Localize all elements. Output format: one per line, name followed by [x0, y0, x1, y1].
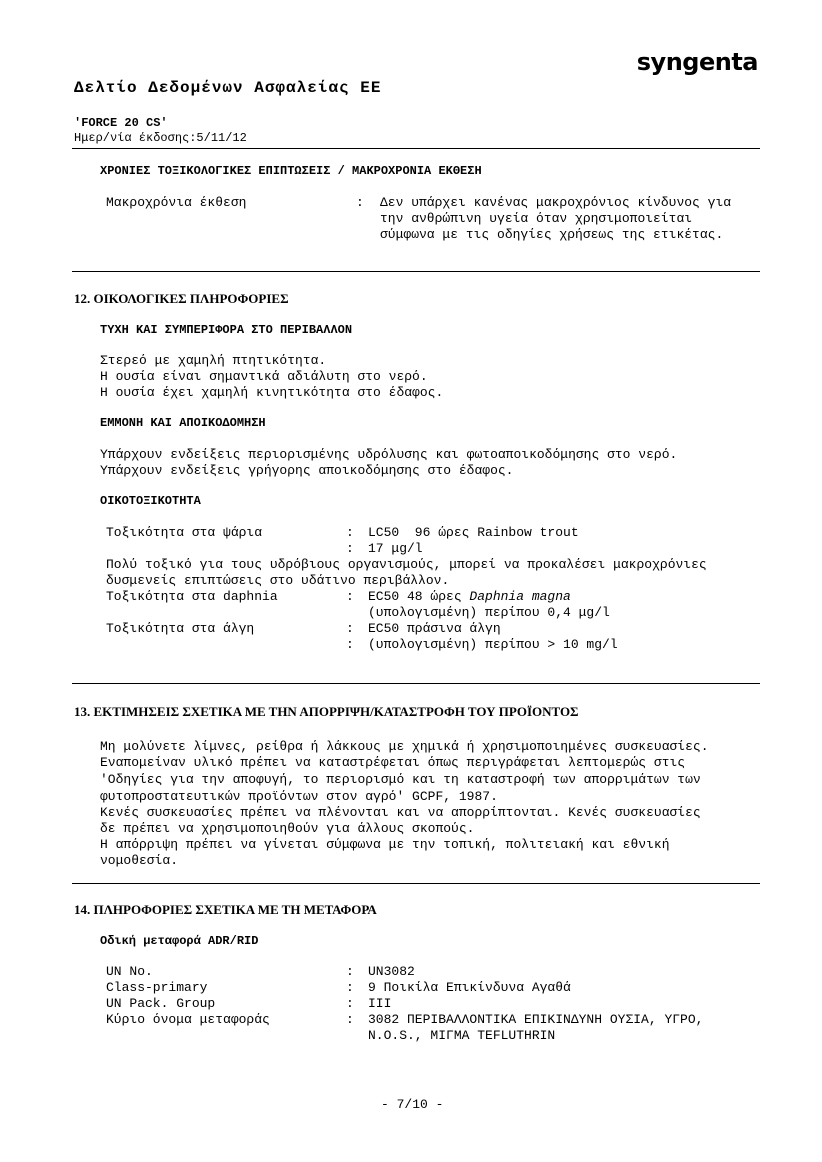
disposal-line-8: νομοθεσία. — [100, 853, 179, 868]
pack-group-label: UN Pack. Group — [106, 996, 216, 1011]
persistence-heading: ΕΜΜΟΝΗ ΚΑΙ ΑΠΟΙΚΟΔΟΜΗΣΗ — [100, 416, 266, 430]
syngenta-logo — [637, 48, 758, 76]
shipping-name-label: Κύριο όνομα μεταφοράς — [106, 1012, 270, 1027]
ecotox-heading: ΟΙΚΟΤΟΞΙΚΟΤΗΤΑ — [100, 494, 201, 508]
document-title: Δελτίο Δεδομένων Ασφαλείας ΕΕ — [74, 79, 382, 97]
divider — [72, 271, 760, 272]
class-primary-value: 9 Ποικίλα Επικίνδυνα Αγαθά — [368, 980, 571, 995]
daphnia-species: Daphnia magna — [469, 589, 571, 604]
fish-value-2: 17 μg/l — [368, 541, 423, 556]
long-term-value-1: Δεν υπάρχει κανένας μακροχρόνιος κίνδυνος για — [380, 195, 732, 210]
colon: : — [346, 621, 354, 636]
disposal-line-2: Εναπομείναν υλικό πρέπει να καταστρέφεται όπως περιγράφεται λεπτομερώς στις — [100, 755, 686, 770]
road-transport-heading: Οδική μεταφορά ADR/RID — [100, 934, 259, 948]
colon: : — [346, 589, 354, 604]
daphnia-value-prefix: EC50 48 ώρες — [368, 589, 470, 604]
disposal-line-1: Μη μολύνετε λίμνες, ρείθρα ή λάκκους με χημικά ή χρησιμοποιημένες συσκευασίες. — [100, 739, 709, 754]
divider — [72, 883, 760, 884]
daphnia-value-2: (υπολογισμένη) περίπου 0,4 μg/l — [368, 605, 610, 620]
fate-line-2: Η ουσία είναι σημαντικά αδιάλυτη στο νερό. — [100, 369, 428, 384]
section-12-title: 12. ΟΙΚΟΛΟΓΙΚΕΣ ΠΛΗΡΟΦΟΡΙΕΣ — [74, 291, 289, 306]
divider — [72, 683, 760, 684]
page-number: - 7/10 - — [381, 1097, 444, 1112]
product-name: 'FORCE 20 CS' — [74, 116, 168, 130]
disposal-line-3: 'Οδηγίες για την αποφυγή, το περιορισμό και τη καταστροφή των απορριμάτων των — [100, 772, 701, 787]
long-term-value-3: σύμφωνα με τις οδηγίες χρήσεως της ετικέτας. — [380, 227, 724, 242]
persistence-line-2: Υπάρχουν ενδείξεις γρήγορης αποικοδόμησης στο έδαφος. — [100, 463, 514, 478]
chronic-heading: ΧΡΟΝΙΕΣ ΤΟΞΙΚΟΛΟΓΙΚΕΣ ΕΠΙΠΤΩΣΕΙΣ / ΜΑΚΡΟΧΡΟΝΙΑ ΕΚΘΕΣΗ — [100, 164, 482, 178]
colon: : — [346, 980, 354, 995]
colon: : — [346, 964, 354, 979]
colon: : — [346, 996, 354, 1011]
disposal-line-5: Κενές συσκευασίες πρέπει να πλένονται και να απορρίπτονται. Κενές συσκευασίες — [100, 805, 701, 820]
fish-label: Τοξικότητα στα ψάρια — [106, 525, 263, 540]
disposal-line-6: δε πρέπει να χρησιμοποιηθούν για άλλους σκοπούς. — [100, 821, 475, 836]
shipping-name-value-1: 3082 ΠΕΡΙΒΑΛΛΟΝΤΙΚΑ ΕΠΙΚΙΝΔΥΝΗ ΟΥΣΙΑ, ΥΓΡΟ, — [368, 1012, 704, 1027]
long-term-label: Μακροχρόνια έκθεση — [106, 195, 247, 210]
daphnia-label: Τοξικότητα στα daphnia — [106, 589, 278, 604]
colon: : — [346, 1012, 354, 1027]
daphnia-value-1 — [368, 589, 571, 605]
fish-value-1: LC50 96 ώρες Rainbow trout — [368, 525, 579, 540]
issue-date: Ημερ/νία έκδοσης:5/11/12 — [74, 131, 247, 145]
colon: : — [356, 195, 364, 210]
disposal-line-4: φυτοπροστατευτικών προϊόντων στον αγρό' GCPF, 1987. — [100, 789, 498, 804]
persistence-line-1: Υπάρχουν ενδείξεις περιορισμένης υδρόλυσης και φωτοαποικοδόμησης στο νερό. — [100, 447, 678, 462]
section-13-title: 13. ΕΚΤΙΜΗΣΕΙΣ ΣΧΕΤΙΚΑ ΜΕ ΤΗΝ ΑΠΟΡΡΙΨΗ/ΚΑΤΑΣΤΡΟΦΗ ΤΟΥ ΠΡΟΪΟΝΤΟΣ — [74, 704, 579, 719]
pack-group-value: III — [368, 996, 392, 1011]
un-no-value: UN3082 — [368, 964, 415, 979]
colon: : — [346, 637, 354, 652]
algae-value-1: EC50 πράσινα άλγη — [368, 621, 501, 636]
long-term-value-2: την ανθρώπινη υγεία όταν χρησιμοποιείται — [380, 211, 693, 226]
section-14-title: 14. ΠΛΗΡΟΦΟΡΙΕΣ ΣΧΕΤΙΚΑ ΜΕ ΤΗ ΜΕΤΑΦΟΡΑ — [74, 902, 377, 917]
fate-line-3: Η ουσία έχει χαμηλή κινητικότητα στο έδαφος. — [100, 385, 444, 400]
fate-heading: ΤΥΧΗ ΚΑΙ ΣΥΜΠΕΡΙΦΟΡΑ ΣΤΟ ΠΕΡΙΒΑΛΛΟΝ — [100, 323, 353, 337]
class-primary-label: Class-primary — [106, 980, 208, 995]
note-line-2: δυσμενείς επιπτώσεις στο υδάτινο περιβάλλον. — [106, 573, 450, 588]
divider — [72, 148, 760, 149]
note-line-1: Πολύ τοξικό για τους υδρόβιους οργανισμούς, μπορεί να προκαλέσει μακροχρόνιες — [106, 557, 707, 572]
algae-label: Τοξικότητα στα άλγη — [106, 621, 255, 636]
logo-text: syngenta — [636, 48, 758, 76]
un-no-label: UN No. — [106, 964, 153, 979]
shipping-name-value-2: N.O.S., ΜΙΓΜΑ TEFLUTHRIN — [368, 1028, 556, 1043]
fate-line-1: Στερεό με χαμηλή πτητικότητα. — [100, 353, 327, 368]
colon: : — [346, 525, 354, 540]
colon: : — [346, 541, 354, 556]
disposal-line-7: Η απόρριψη πρέπει να γίνεται σύμφωνα με την τοπική, πολιτειακή και εθνική — [100, 837, 670, 852]
algae-value-2: (υπολογισμένη) περίπου > 10 mg/l — [368, 637, 618, 652]
